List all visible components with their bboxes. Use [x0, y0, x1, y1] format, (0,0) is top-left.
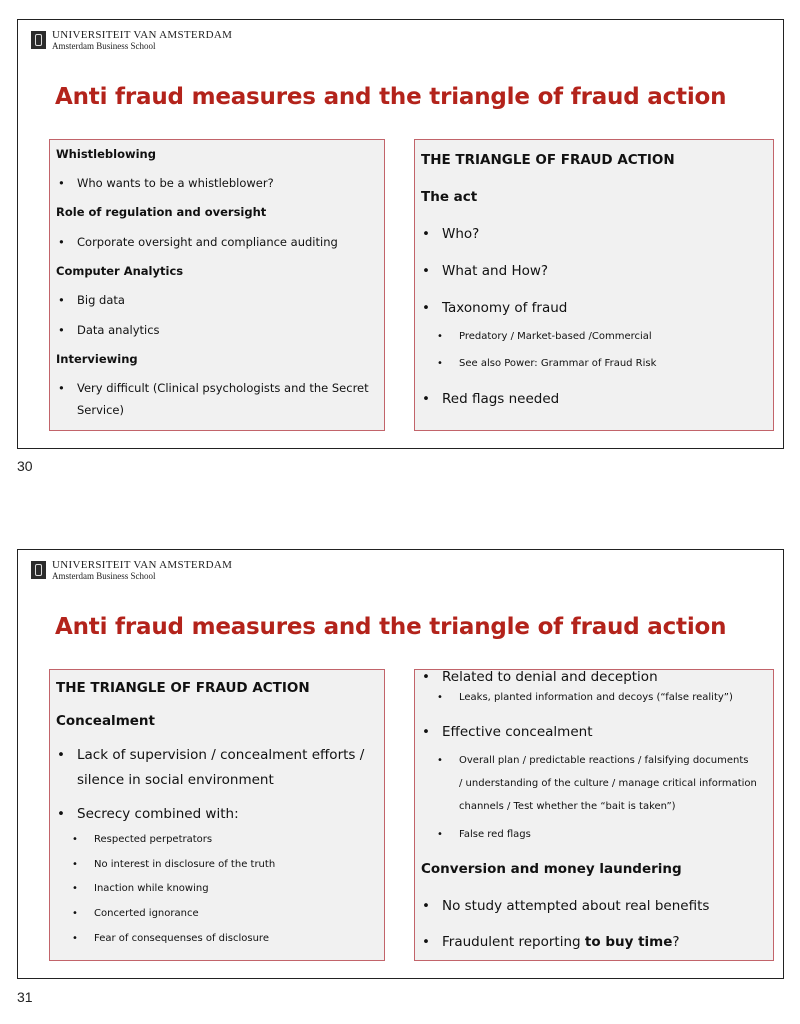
sub-bullet-text-continuation: channels / Test whether the “bait is taken”) — [459, 801, 676, 812]
bullet-icon: • — [58, 323, 65, 337]
bullet-icon: • — [422, 724, 430, 740]
content-box-left — [49, 139, 385, 431]
content-box-right — [414, 139, 774, 431]
bullet-text: Data analytics — [77, 323, 160, 337]
logo-university-name: UNIVERSITEIT VAN AMSTERDAM — [52, 29, 233, 41]
bullet-text: Red flags needed — [442, 391, 560, 407]
slide-title: Anti fraud measures and the triangle of fraud action — [55, 84, 727, 110]
bullet-text: What and How? — [442, 263, 549, 279]
bullet-text-mixed — [442, 934, 680, 950]
bullet-icon: • — [422, 300, 430, 316]
university-logo — [31, 30, 232, 50]
sub-bullet-text: Concerted ignorance — [94, 908, 199, 919]
sub-bullet-icon: • — [72, 859, 78, 870]
sub-bullet-text: See also Power: Grammar of Fraud Risk — [459, 358, 657, 369]
bullet-text: Who wants to be a whistleblower? — [77, 176, 274, 190]
sub-bullet-text: Overall plan / predictable reactions / falsifying documents — [459, 755, 749, 766]
university-crest-icon — [31, 31, 46, 49]
bullet-text: Effective concealment — [442, 724, 593, 740]
slide-title: Anti fraud measures and the triangle of fraud action — [55, 614, 727, 640]
section-heading: The act — [421, 189, 478, 205]
sub-bullet-icon: • — [72, 883, 78, 894]
sub-bullet-text: Leaks, planted information and decoys (“false reality”) — [459, 692, 733, 703]
section-heading: THE TRIANGLE OF FRAUD ACTION — [421, 152, 675, 168]
bullet-icon: • — [58, 235, 65, 249]
bullet-icon: • — [422, 391, 430, 407]
bullet-text: Corporate oversight and compliance auditing — [77, 235, 338, 249]
university-crest-icon — [31, 561, 46, 579]
sub-bullet-icon: • — [437, 331, 443, 342]
section-heading: THE TRIANGLE OF FRAUD ACTION — [56, 680, 310, 696]
bullet-text: Secrecy combined with: — [77, 806, 239, 822]
sub-bullet-icon: • — [72, 834, 78, 845]
slide-number: 30 — [17, 458, 33, 474]
section-heading: Conversion and money laundering — [421, 861, 682, 877]
bullet-text: Related to denial and deception — [442, 669, 658, 685]
bullet-text: Taxonomy of fraud — [442, 300, 568, 316]
bullet-text: Very difficult (Clinical psychologists and the Secret — [77, 381, 369, 395]
bullet-text: Lack of supervision / concealment efforts / — [77, 747, 365, 763]
sub-bullet-text: False red flags — [459, 829, 531, 840]
university-logo — [31, 560, 232, 580]
bullet-icon: • — [422, 669, 430, 685]
section-heading: Concealment — [56, 713, 155, 729]
content-box-right — [414, 669, 774, 961]
sub-bullet-text: Respected perpetrators — [94, 834, 213, 845]
bullet-text-continuation: silence in social environment — [77, 772, 274, 788]
bullet-text: Big data — [77, 293, 125, 307]
section-heading: Computer Analytics — [56, 264, 184, 278]
section-heading: Whistleblowing — [56, 147, 156, 161]
bullet-text-tail: ? — [672, 934, 680, 950]
section-heading: Interviewing — [56, 352, 138, 366]
bullet-icon: • — [58, 381, 65, 395]
logo-school-name: Amsterdam Business School — [52, 571, 156, 581]
sub-bullet-icon: • — [437, 358, 443, 369]
slide-30 — [17, 19, 784, 449]
bullet-text: Who? — [442, 226, 480, 242]
sub-bullet-icon: • — [437, 829, 443, 840]
logo-university-name: UNIVERSITEIT VAN AMSTERDAM — [52, 559, 233, 571]
bullet-text-continuation: Service) — [77, 403, 124, 417]
bullet-text: No study attempted about real benefits — [442, 898, 710, 914]
bullet-icon: • — [57, 806, 65, 822]
bullet-icon: • — [422, 934, 430, 950]
bullet-icon: • — [58, 176, 65, 190]
bullet-icon: • — [57, 747, 65, 763]
sub-bullet-text-continuation: / understanding of the culture / manage critical information — [459, 778, 757, 789]
sub-bullet-text: Predatory / Market-based /Commercial — [459, 331, 652, 342]
bullet-icon: • — [58, 293, 65, 307]
sub-bullet-icon: • — [437, 692, 443, 703]
sub-bullet-icon: • — [437, 755, 443, 766]
logo-school-name: Amsterdam Business School — [52, 41, 156, 51]
bullet-text-bold: to buy time — [584, 934, 673, 950]
section-heading: Role of regulation and oversight — [56, 205, 267, 219]
bullet-icon: • — [422, 898, 430, 914]
sub-bullet-text: Fear of consequenses of disclosure — [94, 933, 269, 944]
sub-bullet-text: Inaction while knowing — [94, 883, 209, 894]
bullet-text-normal: Fraudulent reporting — [442, 934, 585, 950]
content-box-left — [49, 669, 385, 961]
bullet-icon: • — [422, 226, 430, 242]
slide-31 — [17, 549, 784, 979]
sub-bullet-text: No interest in disclosure of the truth — [94, 859, 276, 870]
bullet-icon: • — [422, 263, 430, 279]
slide-number: 31 — [17, 989, 33, 1005]
sub-bullet-icon: • — [72, 908, 78, 919]
sub-bullet-icon: • — [72, 933, 78, 944]
